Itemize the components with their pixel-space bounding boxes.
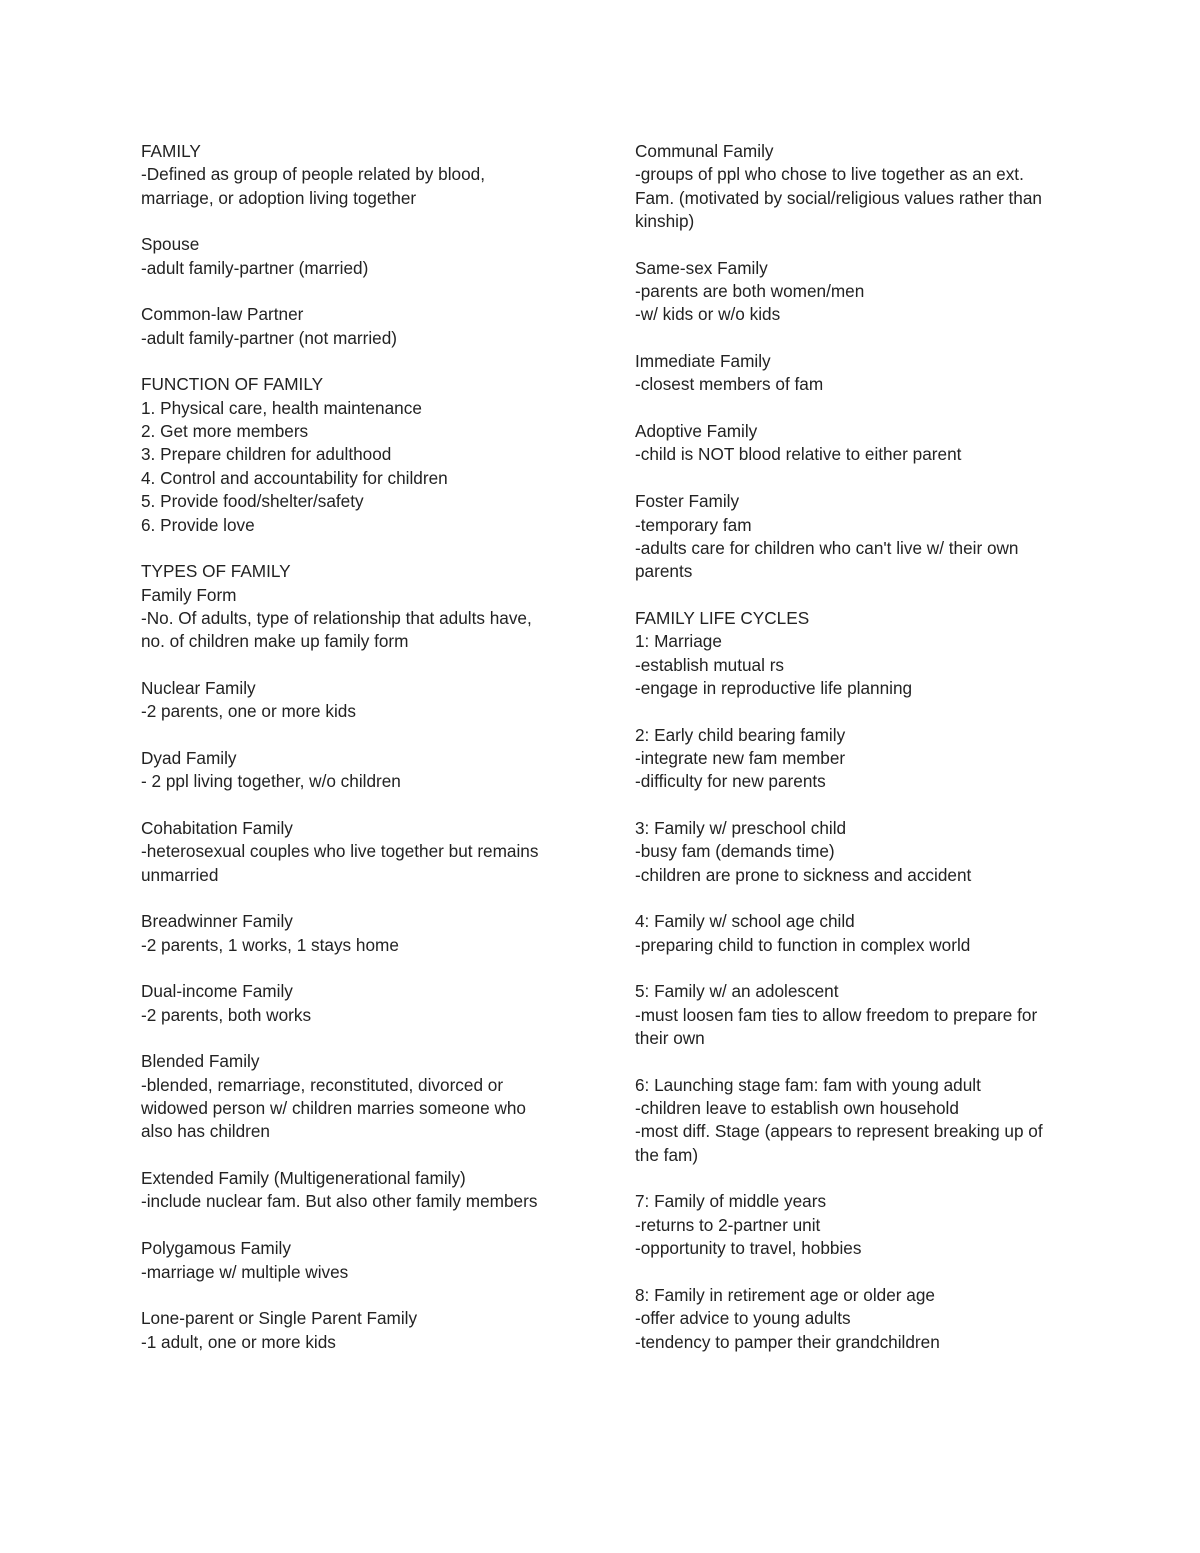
section-block: [141, 140, 581, 210]
section-line: -difficulty for new parents: [635, 771, 826, 792]
section-line: parents: [635, 561, 693, 582]
section-line: -preparing child to function in complex world: [635, 934, 971, 955]
section-line: 2. Get more members: [141, 421, 309, 442]
section-heading: Dyad Family: [141, 747, 237, 768]
section-line: kinship): [635, 211, 695, 232]
section-block: [141, 980, 581, 1027]
section-line: 4. Control and accountability for children: [141, 467, 448, 488]
section-line: -heterosexual couples who live together but remains: [141, 841, 539, 862]
section-block: [635, 980, 1075, 1050]
section-line: their own: [635, 1028, 705, 1049]
section-heading: Nuclear Family: [141, 677, 256, 698]
section-line: -2 parents, one or more kids: [141, 701, 356, 722]
section-heading: Lone-parent or Single Parent Family: [141, 1308, 418, 1329]
section-line: no. of children make up family form: [141, 631, 409, 652]
section-heading: Common-law Partner: [141, 304, 304, 325]
section-line: -blended, remarriage, reconstituted, divorced or: [141, 1074, 504, 1095]
section-block: [635, 350, 1075, 397]
section-heading: Foster Family: [635, 491, 740, 512]
section-line: -must loosen fam ties to allow freedom to prepare for: [635, 1004, 1038, 1025]
section-line: -adults care for children who can't live w/ their own: [635, 537, 1019, 558]
section-block: [635, 724, 1075, 794]
section-line: -closest members of fam: [635, 374, 824, 395]
section-heading: 5: Family w/ an adolescent: [635, 981, 839, 1002]
section-line: widowed person w/ children marries someone who: [141, 1098, 526, 1119]
section-block: [635, 910, 1075, 957]
section-heading: Communal Family: [635, 141, 774, 161]
section-line: 5. Provide food/shelter/safety: [141, 491, 364, 512]
section-line: -No. Of adults, type of relationship that adults have,: [141, 607, 532, 628]
section-block: [141, 747, 581, 794]
section-heading: 8: Family in retirement age or older age: [635, 1284, 935, 1305]
section-heading: 4: Family w/ school age child: [635, 911, 855, 932]
section-line: -opportunity to travel, hobbies: [635, 1238, 862, 1259]
section-line: 1: Marriage: [635, 631, 722, 652]
section-line: -marriage w/ multiple wives: [141, 1261, 349, 1282]
section-line: Family Form: [141, 584, 237, 605]
section-block: [635, 817, 1075, 887]
section-block: [635, 1190, 1075, 1260]
section-line: also has children: [141, 1121, 270, 1142]
section-line: -tendency to pamper their grandchildren: [635, 1331, 940, 1352]
section-block: [635, 420, 1075, 467]
section-heading: Immediate Family: [635, 351, 771, 372]
section-line: -2 parents, both works: [141, 1004, 312, 1025]
section-heading: Breadwinner Family: [141, 911, 293, 932]
section-heading: 3: Family w/ preschool child: [635, 817, 847, 838]
section-block: [141, 373, 581, 536]
section-heading: Same-sex Family: [635, 257, 768, 278]
section-line: -offer advice to young adults: [635, 1308, 851, 1329]
section-line: -engage in reproductive life planning: [635, 677, 913, 698]
section-block: [141, 1167, 581, 1214]
section-block: [635, 1284, 1075, 1354]
section-heading: 7: Family of middle years: [635, 1191, 827, 1212]
section-line: -returns to 2-partner unit: [635, 1214, 821, 1235]
section-block: [635, 257, 1075, 327]
section-line: -adult family-partner (married): [141, 257, 369, 278]
section-heading: TYPES OF FAMILY: [141, 561, 291, 582]
section-line: marriage, or adoption living together: [141, 187, 417, 208]
section-line: -w/ kids or w/o kids: [635, 304, 781, 325]
section-line: -include nuclear fam. But also other family members: [141, 1191, 538, 1212]
section-line: Fam. (motivated by social/religious values rather than: [635, 187, 1042, 208]
section-heading: Spouse: [141, 234, 200, 255]
section-heading: Polygamous Family: [141, 1238, 291, 1259]
section-line: -most diff. Stage (appears to represent breaking up of: [635, 1121, 1043, 1142]
section-line: -parents are both women/men: [635, 281, 865, 302]
section-line: -child is NOT blood relative to either parent: [635, 444, 962, 465]
section-block: [635, 140, 1075, 233]
section-line: 3. Prepare children for adulthood: [141, 444, 392, 465]
section-heading: Blended Family: [141, 1051, 260, 1072]
section-block: [141, 560, 581, 653]
section-block: [141, 910, 581, 957]
section-block: [141, 1307, 581, 1354]
section-line: the fam): [635, 1144, 699, 1165]
section-line: -establish mutual rs: [635, 654, 785, 675]
section-line: -temporary fam: [635, 514, 752, 535]
section-line: -busy fam (demands time): [635, 841, 835, 862]
right-column: [635, 140, 1075, 1377]
section-block: [635, 1074, 1075, 1167]
section-line: 1. Physical care, health maintenance: [141, 397, 422, 418]
section-heading: FAMILY LIFE CYCLES: [635, 607, 810, 628]
section-heading: Adoptive Family: [635, 421, 758, 442]
section-block: [141, 1237, 581, 1284]
section-heading: 2: Early child bearing family: [635, 724, 846, 745]
section-line: -children are prone to sickness and accident: [635, 864, 972, 885]
section-block: [635, 607, 1075, 700]
section-block: [141, 303, 581, 350]
section-line: 6. Provide love: [141, 514, 255, 535]
section-heading: Cohabitation Family: [141, 817, 293, 838]
section-block: [141, 1050, 581, 1143]
section-line: -adult family-partner (not married): [141, 327, 397, 348]
section-block: [141, 817, 581, 887]
section-line: -groups of ppl who chose to live together as an ext.: [635, 164, 1024, 185]
section-block: [635, 490, 1075, 583]
section-line: -1 adult, one or more kids: [141, 1331, 336, 1352]
left-column: [141, 140, 581, 1377]
section-heading: Extended Family (Multigenerational family): [141, 1168, 466, 1189]
section-heading: Dual-income Family: [141, 981, 293, 1002]
section-block: [141, 677, 581, 724]
section-heading: 6: Launching stage fam: fam with young adult: [635, 1074, 981, 1095]
section-line: -2 parents, 1 works, 1 stays home: [141, 934, 399, 955]
section-block: [141, 233, 581, 280]
section-line: -children leave to establish own household: [635, 1098, 959, 1119]
section-heading: FUNCTION OF FAMILY: [141, 374, 324, 395]
section-line: unmarried: [141, 864, 219, 885]
section-line: -Defined as group of people related by blood,: [141, 164, 485, 185]
section-line: -integrate new fam member: [635, 747, 846, 768]
section-heading: FAMILY: [141, 141, 201, 161]
section-line: - 2 ppl living together, w/o children: [141, 771, 401, 792]
